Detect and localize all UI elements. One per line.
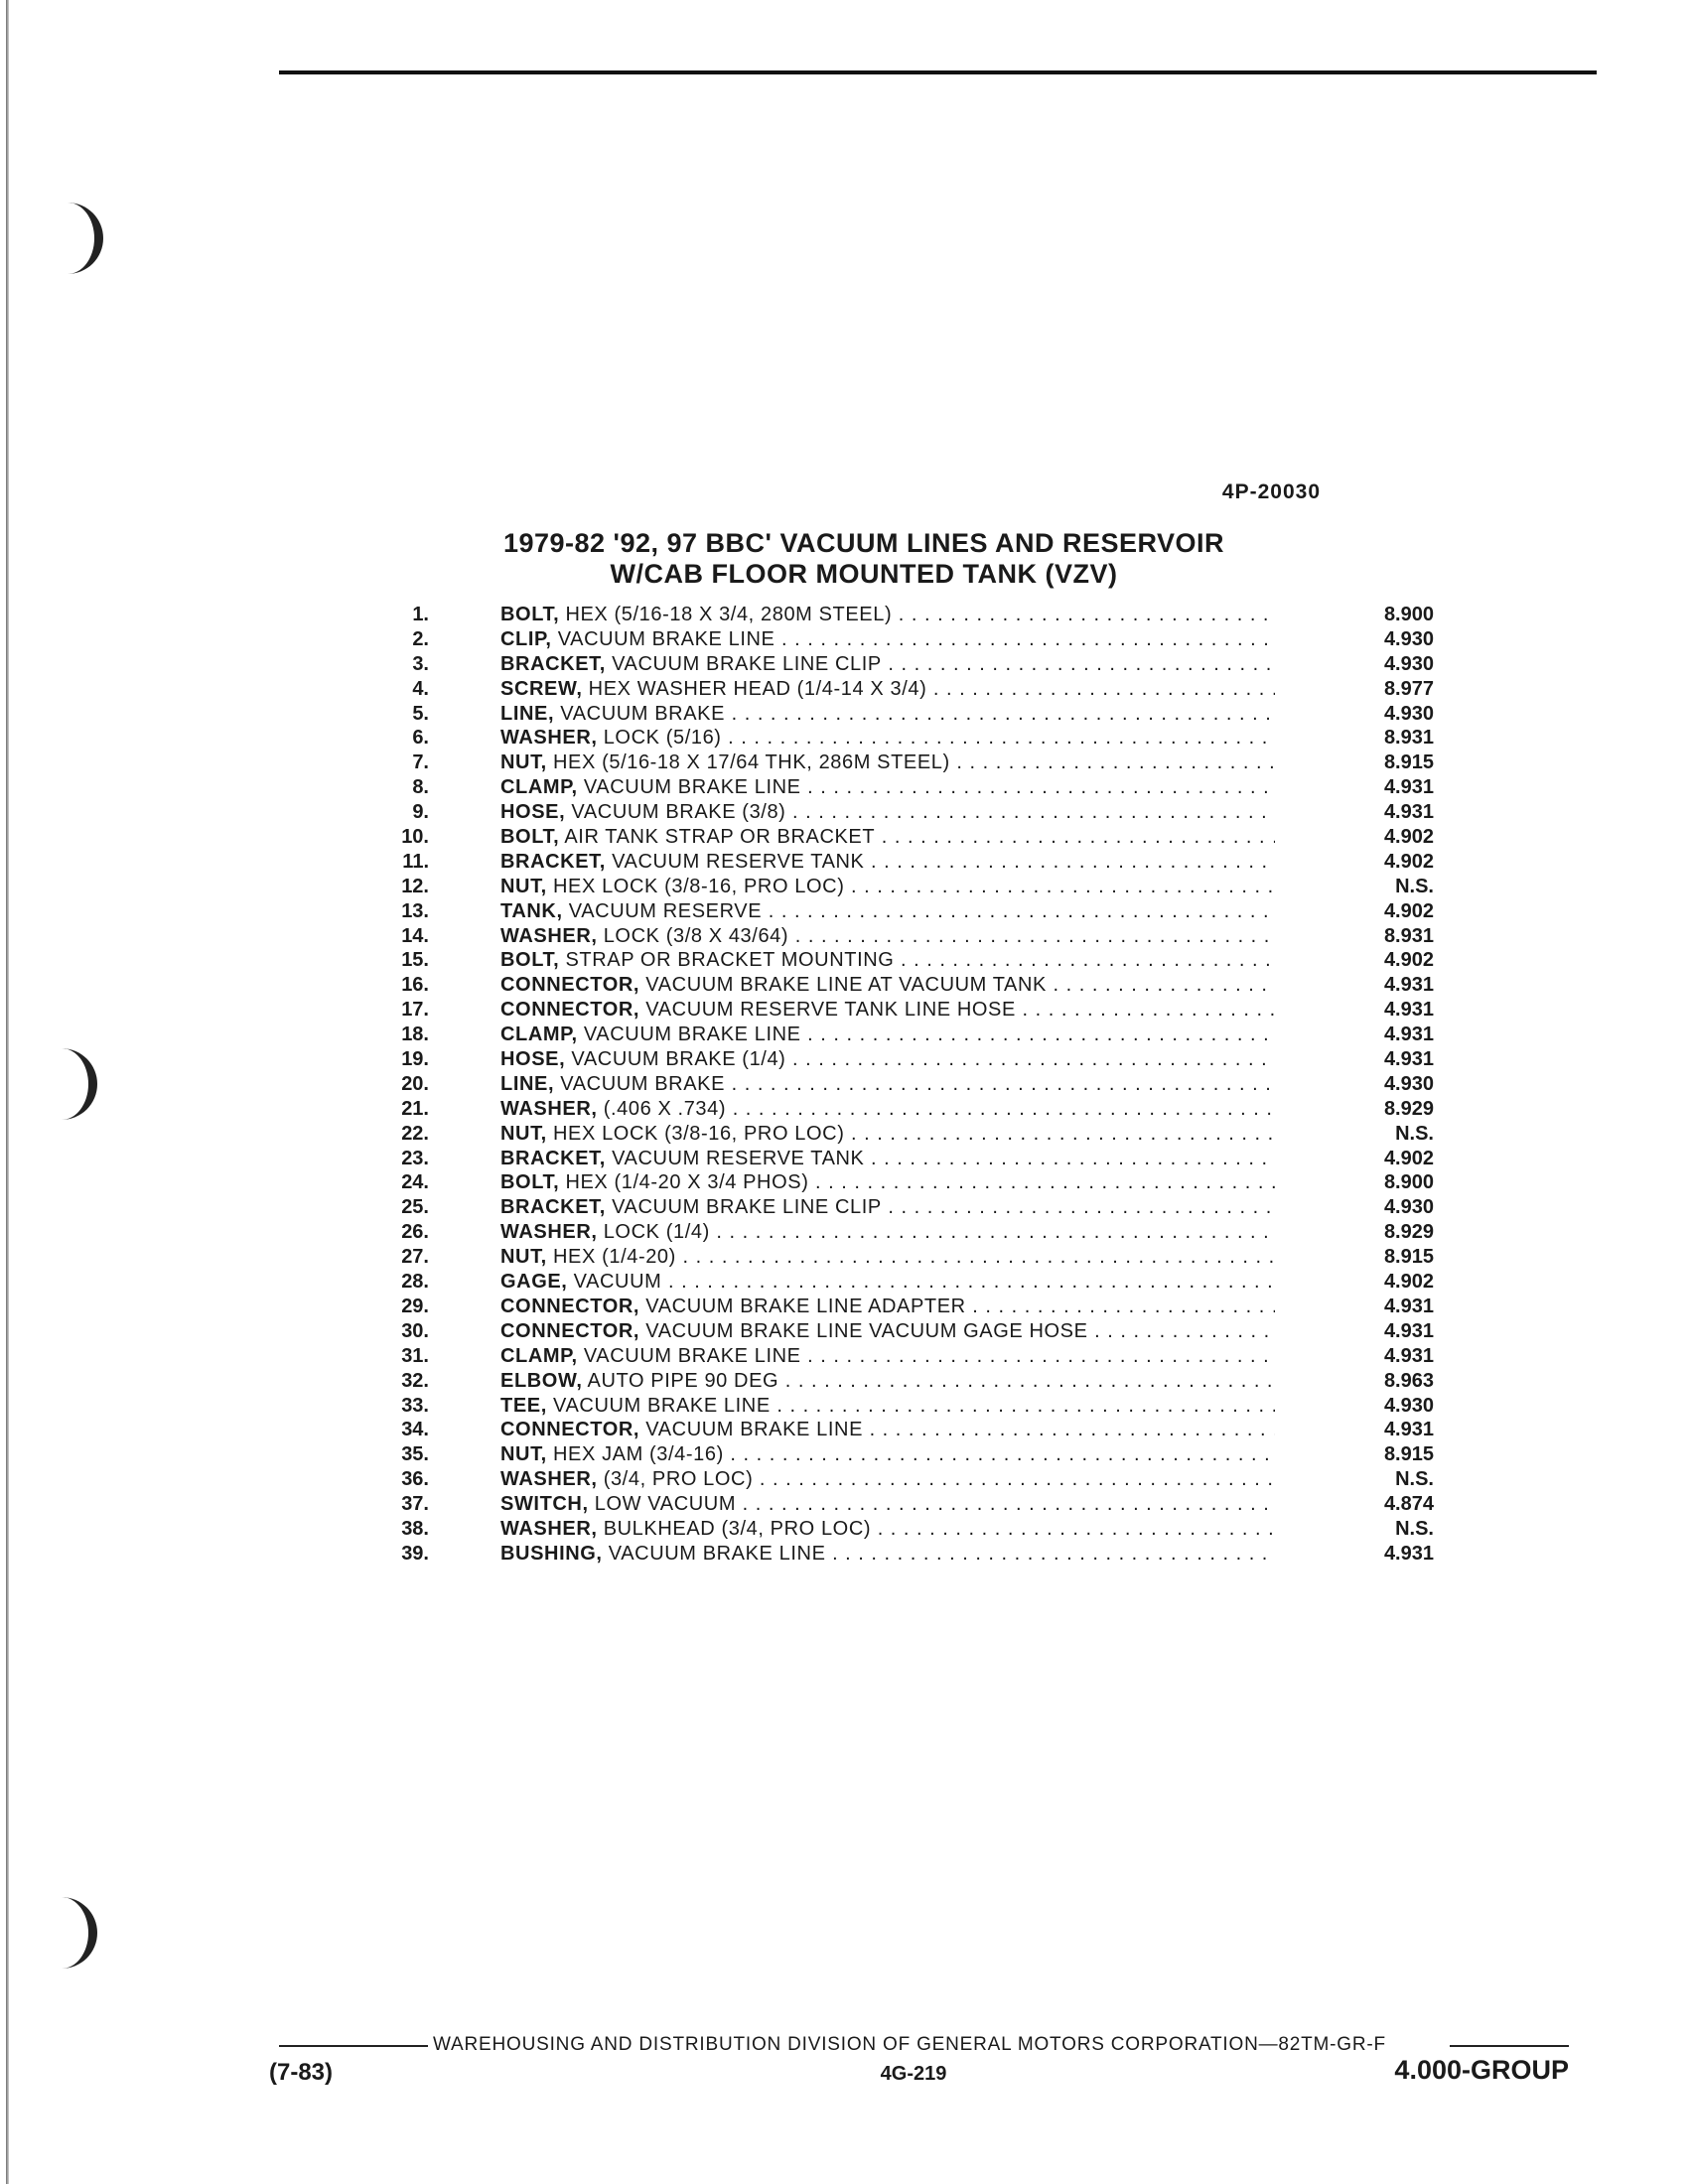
list-item bbox=[385, 775, 1438, 800]
item-number: 14. bbox=[401, 924, 429, 947]
item-description bbox=[500, 1542, 1275, 1567]
item-detail: LOCK (5/16) bbox=[597, 727, 722, 750]
item-description bbox=[500, 973, 1275, 998]
item-description bbox=[500, 850, 1275, 875]
item-description bbox=[500, 948, 1275, 973]
item-number: 33. bbox=[401, 1394, 429, 1417]
item-group-code: 8.915 bbox=[1383, 1443, 1434, 1466]
list-item bbox=[385, 924, 1438, 949]
item-number: 11. bbox=[402, 850, 429, 873]
item-group-code: 4.902 bbox=[1383, 1271, 1434, 1294]
item-name: TANK, bbox=[500, 899, 563, 922]
item-name: CLAMP, bbox=[500, 1344, 578, 1367]
item-name: NUT, bbox=[500, 1122, 547, 1145]
item-number: 17. bbox=[401, 999, 429, 1022]
item-group-code: 8.900 bbox=[1383, 604, 1434, 625]
list-item bbox=[385, 702, 1438, 727]
item-number: 32. bbox=[401, 1369, 429, 1392]
item-detail: VACUUM BRAKE LINE bbox=[546, 1394, 771, 1417]
item-detail: VACUUM BRAKE LINE AT VACUUM TANK bbox=[639, 974, 1047, 997]
item-number: 16. bbox=[401, 974, 429, 997]
list-item bbox=[385, 1220, 1438, 1245]
list-item bbox=[385, 948, 1438, 973]
item-detail: VACUUM BRAKE (3/8) bbox=[565, 801, 786, 824]
item-group-code: 4.931 bbox=[1383, 1295, 1434, 1317]
item-number: 29. bbox=[401, 1295, 429, 1317]
item-group-code: 4.931 bbox=[1383, 1048, 1434, 1071]
footer-rule bbox=[1450, 2045, 1569, 2047]
item-detail: VACUUM BRAKE LINE bbox=[551, 627, 775, 650]
item-detail: VACUUM bbox=[567, 1271, 662, 1294]
item-name: NUT, bbox=[500, 1443, 547, 1466]
item-number: 35. bbox=[401, 1443, 429, 1466]
list-item bbox=[385, 1023, 1438, 1047]
item-group-code: N.S. bbox=[1395, 1517, 1434, 1540]
item-detail: VACUUM RESERVE TANK LINE HOSE bbox=[639, 999, 1016, 1022]
parts-list bbox=[385, 603, 1438, 1567]
list-item bbox=[385, 1295, 1438, 1319]
item-detail: (.406 X .734) bbox=[597, 1097, 727, 1120]
title-line-2: W/CAB FLOOR MOUNTED TANK (VZV) bbox=[610, 559, 1118, 589]
list-item bbox=[385, 1394, 1438, 1419]
item-number: 13. bbox=[401, 899, 429, 922]
item-number: 20. bbox=[401, 1072, 429, 1095]
item-group-code: N.S. bbox=[1395, 875, 1434, 897]
list-item bbox=[385, 1344, 1438, 1369]
item-detail: AIR TANK STRAP OR BRACKET bbox=[559, 826, 876, 849]
item-name: BRACKET, bbox=[500, 1196, 606, 1219]
item-name: LINE, bbox=[500, 1072, 555, 1095]
item-number: 27. bbox=[401, 1246, 429, 1269]
item-group-code: 8.929 bbox=[1383, 1221, 1434, 1244]
item-number: 7. bbox=[412, 751, 429, 774]
item-description bbox=[500, 1122, 1275, 1147]
item-number: 12. bbox=[401, 875, 429, 897]
item-group-code: 8.931 bbox=[1383, 924, 1434, 947]
item-number: 6. bbox=[412, 727, 429, 750]
item-number: 10. bbox=[401, 826, 429, 849]
top-rule bbox=[279, 70, 1597, 74]
item-name: BRACKET, bbox=[500, 850, 606, 873]
item-number: 31. bbox=[401, 1344, 429, 1367]
item-group-code: 4.902 bbox=[1383, 1147, 1434, 1169]
list-item bbox=[385, 1072, 1438, 1097]
item-description bbox=[500, 1344, 1275, 1369]
item-description bbox=[500, 1270, 1275, 1295]
footer-division-text: WAREHOUSING AND DISTRIBUTION DIVISION OF GENERAL MOTORS CORPORATION—82TM-GR-F bbox=[433, 2034, 1386, 2055]
item-detail: HEX LOCK (3/8-16, PRO LOC) bbox=[546, 1122, 845, 1145]
list-item bbox=[385, 1542, 1438, 1567]
footer-date: (7-83) bbox=[269, 2059, 334, 2086]
item-number: 8. bbox=[412, 776, 429, 799]
item-name: WASHER, bbox=[500, 924, 598, 947]
item-group-code: 4.930 bbox=[1383, 652, 1434, 675]
item-group-code: 4.930 bbox=[1383, 627, 1434, 650]
item-detail: VACUUM BRAKE LINE bbox=[639, 1419, 864, 1441]
item-detail: HEX (1/4-20) bbox=[546, 1246, 676, 1269]
item-description bbox=[500, 1369, 1275, 1394]
item-detail: LOW VACUUM bbox=[588, 1493, 737, 1516]
list-item bbox=[385, 677, 1438, 702]
item-description bbox=[500, 1047, 1275, 1072]
item-description bbox=[500, 1097, 1275, 1122]
item-name: CONNECTOR, bbox=[500, 1319, 640, 1342]
item-detail: HEX LOCK (3/8-16, PRO LOC) bbox=[546, 875, 845, 897]
item-group-code: 4.930 bbox=[1383, 1394, 1434, 1417]
item-detail: VACUUM RESERVE bbox=[562, 899, 763, 922]
item-group-code: N.S. bbox=[1395, 1122, 1434, 1145]
item-detail: VACUUM BRAKE LINE bbox=[577, 1344, 801, 1367]
title-line-1: 1979-82 '92, 97 BBC' VACUUM LINES AND RESERVOIR bbox=[502, 528, 1225, 558]
item-name: LINE, bbox=[500, 702, 555, 725]
list-item bbox=[385, 850, 1438, 875]
item-name: HOSE, bbox=[500, 1048, 566, 1071]
item-number: 39. bbox=[401, 1542, 429, 1565]
list-item bbox=[385, 1369, 1438, 1394]
item-name: BOLT, bbox=[500, 1171, 560, 1194]
item-name: CONNECTOR, bbox=[500, 1295, 640, 1317]
item-group-code: 4.930 bbox=[1383, 1196, 1434, 1219]
item-name: CONNECTOR, bbox=[500, 1419, 640, 1441]
item-group-code: 4.931 bbox=[1383, 974, 1434, 997]
item-group-code: 4.931 bbox=[1383, 1419, 1434, 1441]
item-detail: VACUUM BRAKE bbox=[554, 1072, 726, 1095]
item-number: 30. bbox=[401, 1319, 429, 1342]
list-item bbox=[385, 1147, 1438, 1171]
item-description bbox=[500, 702, 1275, 727]
item-number: 9. bbox=[412, 801, 429, 824]
item-group-code: 8.915 bbox=[1383, 751, 1434, 774]
item-detail: VACUUM BRAKE LINE bbox=[577, 1024, 801, 1046]
item-number: 38. bbox=[401, 1517, 429, 1540]
item-group-code: 4.902 bbox=[1383, 826, 1434, 849]
list-item bbox=[385, 1195, 1438, 1220]
list-item bbox=[385, 1245, 1438, 1270]
item-detail: VACUUM BRAKE LINE CLIP bbox=[605, 1196, 882, 1219]
item-group-code: 8.915 bbox=[1383, 1246, 1434, 1269]
item-description bbox=[500, 1147, 1275, 1171]
item-number: 1. bbox=[412, 604, 429, 625]
item-number: 22. bbox=[401, 1122, 429, 1145]
item-number: 2. bbox=[412, 627, 429, 650]
item-description bbox=[500, 652, 1275, 677]
page-title bbox=[427, 528, 1301, 590]
item-group-code: 4.931 bbox=[1383, 1024, 1434, 1046]
item-name: TEE, bbox=[500, 1394, 547, 1417]
item-name: GAGE, bbox=[500, 1271, 568, 1294]
item-description bbox=[500, 924, 1275, 949]
item-detail: VACUUM BRAKE LINE CLIP bbox=[605, 652, 882, 675]
list-item bbox=[385, 1170, 1438, 1195]
document-number: 4P-20030 bbox=[1221, 480, 1321, 503]
item-name: BOLT, bbox=[500, 826, 560, 849]
list-item bbox=[385, 1270, 1438, 1295]
item-description bbox=[500, 1195, 1275, 1220]
item-name: CLAMP, bbox=[500, 776, 578, 799]
item-group-code: 4.931 bbox=[1383, 801, 1434, 824]
item-number: 21. bbox=[401, 1097, 429, 1120]
item-group-code: 4.931 bbox=[1383, 776, 1434, 799]
item-description bbox=[500, 800, 1275, 825]
list-item bbox=[385, 1122, 1438, 1147]
item-group-code: 8.931 bbox=[1383, 727, 1434, 750]
item-detail: VACUUM BRAKE LINE bbox=[602, 1542, 826, 1565]
item-detail: HEX JAM (3/4-16) bbox=[546, 1443, 724, 1466]
list-item bbox=[385, 998, 1438, 1023]
item-description bbox=[500, 1220, 1275, 1245]
item-detail: BULKHEAD (3/4, PRO LOC) bbox=[597, 1517, 872, 1540]
item-name: SCREW, bbox=[500, 677, 583, 700]
item-description bbox=[500, 899, 1275, 924]
item-number: 28. bbox=[401, 1271, 429, 1294]
item-detail: HEX (1/4-20 X 3/4 PHOS) bbox=[559, 1171, 809, 1194]
item-description bbox=[500, 1295, 1275, 1319]
item-detail: STRAP OR BRACKET MOUNTING bbox=[559, 949, 895, 972]
list-item bbox=[385, 1467, 1438, 1492]
item-name: ELBOW, bbox=[500, 1369, 583, 1392]
item-detail: (3/4, PRO LOC) bbox=[597, 1468, 754, 1491]
item-description bbox=[500, 1467, 1275, 1492]
item-number: 37. bbox=[401, 1493, 429, 1516]
item-number: 36. bbox=[401, 1468, 429, 1491]
item-name: WASHER, bbox=[500, 1221, 598, 1244]
item-description bbox=[500, 1394, 1275, 1419]
item-detail: VACUUM BRAKE LINE ADAPTER bbox=[639, 1295, 966, 1317]
item-number: 34. bbox=[401, 1419, 429, 1441]
item-number: 25. bbox=[401, 1196, 429, 1219]
item-detail: VACUUM BRAKE bbox=[554, 702, 726, 725]
item-detail: HEX WASHER HEAD (1/4-14 X 3/4) bbox=[582, 677, 927, 700]
item-description bbox=[500, 825, 1275, 850]
item-group-code: 8.977 bbox=[1383, 677, 1434, 700]
item-detail: VACUUM BRAKE LINE VACUUM GAGE HOSE bbox=[639, 1319, 1088, 1342]
item-group-code: 4.930 bbox=[1383, 1072, 1434, 1095]
item-name: BOLT, bbox=[500, 949, 560, 972]
item-detail: AUTO PIPE 90 DEG bbox=[582, 1369, 779, 1392]
item-group-code: 8.929 bbox=[1383, 1097, 1434, 1120]
item-name: BOLT, bbox=[500, 604, 560, 625]
item-description bbox=[500, 751, 1275, 775]
item-description bbox=[500, 726, 1275, 751]
list-item bbox=[385, 603, 1438, 627]
item-detail: VACUUM BRAKE LINE bbox=[577, 776, 801, 799]
item-number: 4. bbox=[412, 677, 429, 700]
item-description bbox=[500, 1023, 1275, 1047]
item-description bbox=[500, 1492, 1275, 1517]
list-item bbox=[385, 751, 1438, 775]
item-name: BRACKET, bbox=[500, 652, 606, 675]
item-name: NUT, bbox=[500, 751, 547, 774]
item-detail: HEX (5/16-18 X 3/4, 280M STEEL) bbox=[559, 604, 893, 625]
list-item bbox=[385, 1492, 1438, 1517]
list-item bbox=[385, 627, 1438, 652]
item-group-code: 4.902 bbox=[1383, 850, 1434, 873]
item-group-code: 4.931 bbox=[1383, 999, 1434, 1022]
item-detail: VACUUM RESERVE TANK bbox=[605, 850, 865, 873]
item-number: 18. bbox=[401, 1024, 429, 1046]
item-number: 3. bbox=[412, 652, 429, 675]
item-group-code: 4.930 bbox=[1383, 702, 1434, 725]
item-description bbox=[500, 1517, 1275, 1542]
item-group-code: 8.963 bbox=[1383, 1369, 1434, 1392]
item-description bbox=[500, 1442, 1275, 1467]
item-name: WASHER, bbox=[500, 727, 598, 750]
page-edge bbox=[6, 0, 9, 2184]
item-detail: HEX (5/16-18 X 17/64 THK, 286M STEEL) bbox=[546, 751, 950, 774]
item-description bbox=[500, 627, 1275, 652]
item-name: HOSE, bbox=[500, 801, 566, 824]
item-group-code: 4.931 bbox=[1383, 1319, 1434, 1342]
list-item bbox=[385, 875, 1438, 899]
item-description bbox=[500, 1319, 1275, 1344]
item-description bbox=[500, 1170, 1275, 1195]
list-item bbox=[385, 1418, 1438, 1442]
page-number: 4G-219 bbox=[880, 2063, 947, 2085]
list-item bbox=[385, 1319, 1438, 1344]
item-name: NUT, bbox=[500, 875, 547, 897]
list-item bbox=[385, 1517, 1438, 1542]
item-name: WASHER, bbox=[500, 1468, 598, 1491]
item-detail: VACUUM RESERVE TANK bbox=[605, 1147, 865, 1169]
list-item bbox=[385, 899, 1438, 924]
item-name: CONNECTOR, bbox=[500, 999, 640, 1022]
list-item bbox=[385, 800, 1438, 825]
item-description bbox=[500, 677, 1275, 702]
item-number: 26. bbox=[401, 1221, 429, 1244]
item-number: 24. bbox=[401, 1171, 429, 1194]
list-item bbox=[385, 1097, 1438, 1122]
item-group-code: 4.931 bbox=[1383, 1542, 1434, 1565]
item-group-code: 4.874 bbox=[1383, 1493, 1434, 1516]
item-number: 23. bbox=[401, 1147, 429, 1169]
list-item bbox=[385, 973, 1438, 998]
item-detail: VACUUM BRAKE (1/4) bbox=[565, 1048, 786, 1071]
item-detail: LOCK (1/4) bbox=[597, 1221, 710, 1244]
binder-hole-mark bbox=[62, 1048, 97, 1120]
item-group-code: 8.900 bbox=[1383, 1171, 1434, 1194]
item-name: NUT, bbox=[500, 1246, 547, 1269]
item-name: BUSHING, bbox=[500, 1542, 603, 1565]
list-item bbox=[385, 652, 1438, 677]
list-item bbox=[385, 726, 1438, 751]
item-number: 19. bbox=[401, 1048, 429, 1071]
item-description bbox=[500, 1418, 1275, 1442]
item-group-code: 4.902 bbox=[1383, 949, 1434, 972]
item-description bbox=[500, 603, 1275, 627]
item-name: WASHER, bbox=[500, 1517, 598, 1540]
item-description bbox=[500, 1072, 1275, 1097]
binder-hole-mark bbox=[68, 203, 103, 274]
item-description bbox=[500, 1245, 1275, 1270]
item-group-code: 4.902 bbox=[1383, 899, 1434, 922]
item-detail: LOCK (3/8 X 43/64) bbox=[597, 924, 789, 947]
item-number: 5. bbox=[412, 702, 429, 725]
list-item bbox=[385, 1442, 1438, 1467]
item-description bbox=[500, 775, 1275, 800]
item-name: SWITCH, bbox=[500, 1493, 589, 1516]
list-item bbox=[385, 1047, 1438, 1072]
list-item bbox=[385, 825, 1438, 850]
item-description bbox=[500, 875, 1275, 899]
item-name: CLIP, bbox=[500, 627, 552, 650]
item-name: CONNECTOR, bbox=[500, 974, 640, 997]
footer-rule bbox=[279, 2045, 428, 2047]
item-name: CLAMP, bbox=[500, 1024, 578, 1046]
item-name: BRACKET, bbox=[500, 1147, 606, 1169]
item-name: WASHER, bbox=[500, 1097, 598, 1120]
item-number: 15. bbox=[401, 949, 429, 972]
item-group-code: N.S. bbox=[1395, 1468, 1434, 1491]
binder-hole-mark bbox=[62, 1897, 97, 1969]
item-description bbox=[500, 998, 1275, 1023]
item-group-code: 4.931 bbox=[1383, 1344, 1434, 1367]
footer-group: 4.000-GROUP bbox=[1394, 2055, 1569, 2085]
